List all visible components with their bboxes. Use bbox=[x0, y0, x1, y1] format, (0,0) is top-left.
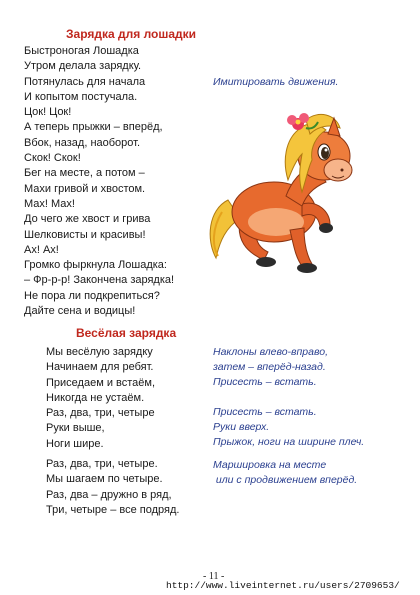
section2-notes1 bbox=[213, 345, 364, 450]
section1-note: Имитировать движения. bbox=[213, 76, 339, 88]
section2-stanza2 bbox=[46, 457, 179, 518]
poem-line: Раз, два, три, четыре bbox=[46, 407, 155, 420]
section2-notes2 bbox=[213, 458, 357, 488]
note-line: Руки вверх. bbox=[213, 421, 270, 433]
poem-line: Потянулась для начала bbox=[24, 75, 146, 88]
poem-line: Утром делала зарядку. bbox=[24, 60, 142, 73]
page-number: - 11 - bbox=[203, 571, 225, 582]
poem-line: Раз, два – дружно в ряд, bbox=[46, 488, 172, 501]
note-line bbox=[213, 390, 364, 405]
poem-line: Скок! Скок! bbox=[24, 152, 81, 165]
section1-poem bbox=[24, 44, 174, 319]
poem-line: Приседаем и встаём, bbox=[46, 376, 156, 389]
poem-line: Не пора ли подкрепиться? bbox=[24, 289, 160, 302]
poem-line: Начинаем для ребят. bbox=[46, 361, 154, 374]
poem-line: Мах! Мах! bbox=[24, 197, 75, 210]
poem-line: Руки выше, bbox=[46, 422, 105, 435]
poem-line: Никогда не устаём. bbox=[46, 391, 145, 404]
poem-line: Раз, два, три, четыре. bbox=[46, 458, 158, 470]
section2-stanza1 bbox=[46, 345, 155, 452]
poem-line: Громко фыркнула Лошадка: bbox=[24, 259, 167, 272]
poem-line: И копытом постучала. bbox=[24, 90, 138, 103]
poem-line: Махи гривой и хвостом. bbox=[24, 182, 146, 195]
poem-line: Ноги шире. bbox=[46, 437, 104, 450]
note-line: Маршировка на месте bbox=[213, 459, 327, 471]
pony-illustration bbox=[206, 100, 360, 278]
note-line: или с продвижением вперёд. bbox=[213, 474, 358, 486]
poem-line: Три, четыре – все подряд. bbox=[46, 503, 180, 516]
poem-line: А теперь прыжки – вперёд, bbox=[24, 121, 163, 134]
section2-title: Весёлая зарядка bbox=[76, 326, 177, 340]
poem-line: Ах! Ах! bbox=[24, 243, 59, 256]
note-line: Наклоны влево-вправо, bbox=[213, 346, 328, 358]
note-line: Присесть – встать. bbox=[213, 406, 317, 418]
note-line: затем – вперёд-назад. bbox=[213, 361, 326, 373]
poem-line: Быстроногая Лошадка bbox=[24, 45, 139, 57]
note-line: Присесть – встать. bbox=[213, 376, 317, 388]
poem-line: Дайте сена и водицы! bbox=[24, 305, 136, 318]
poem-line: Бег на месте, а потом – bbox=[24, 167, 145, 180]
poem-line: Цок! Цок! bbox=[24, 106, 72, 119]
poem-line: Шелковисты и красивы! bbox=[24, 228, 146, 241]
section1-title: Зарядка для лошадки bbox=[66, 27, 197, 41]
poem-line: – Фр-р-р! Закончена зарядка! bbox=[24, 274, 175, 287]
note-line: Прыжок, ноги на ширине плеч. bbox=[213, 436, 365, 448]
poem-line: Вбок, назад, наоборот. bbox=[24, 136, 141, 149]
source-url[interactable]: http://www.liveinternet.ru/users/2709653/ bbox=[166, 580, 400, 591]
poem-line: До чего же хвост и грива bbox=[24, 213, 151, 226]
poem-line: Мы весёлую зарядку bbox=[46, 346, 153, 358]
poem-line: Мы шагаем по четыре. bbox=[46, 473, 163, 486]
